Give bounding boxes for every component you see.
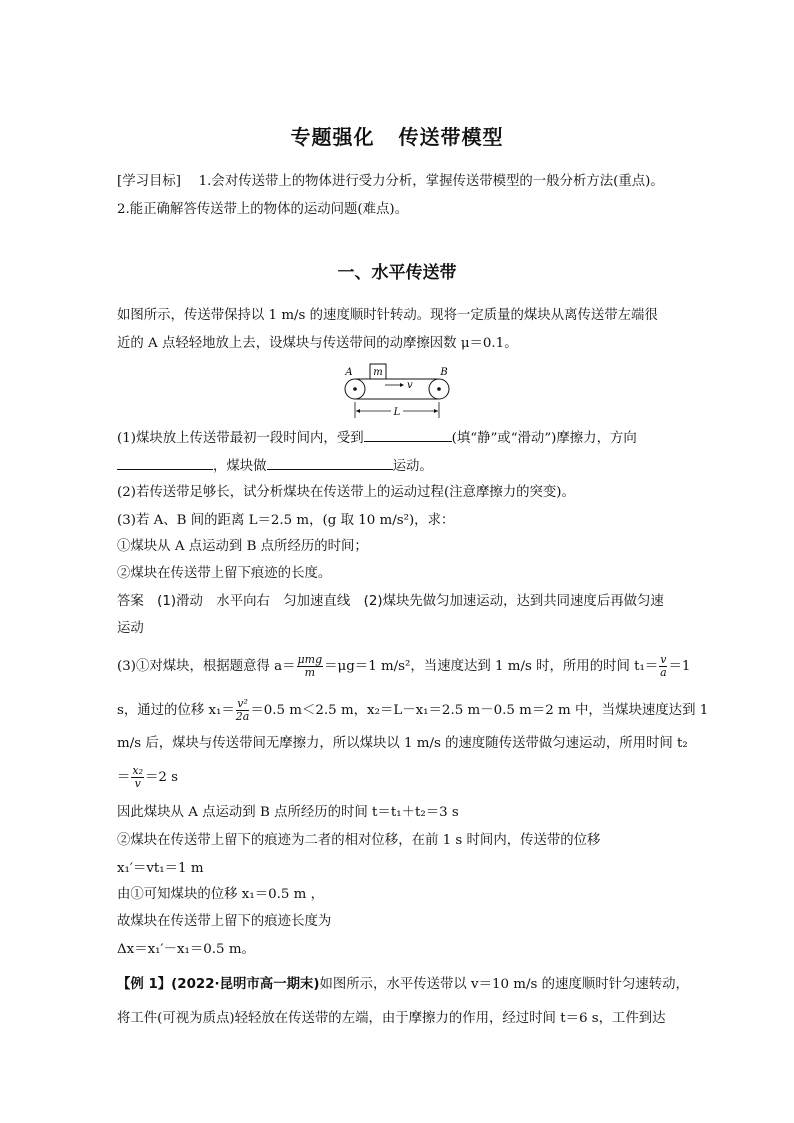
right-pulley-axle <box>437 387 441 391</box>
question-1-line1: (1)煤块放上传送带最初一段时间内，受到 (填“静”或“滑动”)摩擦力，方向 <box>117 428 682 448</box>
fraction-v2-over-2a: $\frac{\text{v²}}{2a}$ <box>235 697 250 723</box>
question-3-2: ②煤块在传送带上留下痕迹的长度。 <box>117 566 332 581</box>
left-pulley-axle <box>353 387 357 391</box>
fraction-mu-mg-over-m: $\frac{\text{μmg}}{m}$ <box>297 653 323 679</box>
answer-blank-motion[interactable] <box>267 456 393 470</box>
solution-line10: Δx＝x₁′－x₁＝0.5 m。 <box>117 942 255 957</box>
solution-line8: 由①可知煤块的位移 x₁＝0.5 m ， <box>117 887 324 902</box>
answer-blank-friction-type[interactable] <box>364 428 452 442</box>
example-source: (2022·昆明市高一期末) <box>171 977 320 992</box>
question-3: (3)若 A、B 间的距离 L＝2.5 m，(g 取 10 m/s²)，求： <box>117 513 455 528</box>
answer-blank-direction[interactable] <box>117 456 213 470</box>
section-heading: 一、水平传送带 <box>337 263 457 283</box>
block-label: m <box>373 367 383 378</box>
answer-line1: 答案 (1)滑动 水平向右 匀加速直线 (2)煤块先做匀加速运动，达到共同速度后再做匀速 <box>117 594 664 609</box>
page-title <box>0 121 794 150</box>
title-part2: 传送带模型 <box>398 125 504 149</box>
solution-line4: ＝ $\frac{\text{x₂}}{v}$ ＝2 s <box>117 764 179 790</box>
conveyor-belt-diagram <box>340 360 460 422</box>
problem-intro-line1: 如图所示，传送带保持以 1 m/s 的速度顺时针转动。现将一定质量的煤块从离传送带左端很 <box>117 308 658 323</box>
problem-intro-line2: 近的 A 点轻轻地放上去，设煤块与传送带间的动摩擦因数 μ＝0.1。 <box>117 336 518 351</box>
solution-line6: ②煤块在传送带上留下的痕迹为二者的相对位移，在前 1 s 时间内，传送带的位移 <box>117 833 601 848</box>
dim-arrow-right <box>434 409 438 413</box>
question-3-1: ①煤块从 A 点运动到 B 点所经历的时间； <box>117 539 368 554</box>
length-label: L <box>393 407 401 418</box>
example-1-line1: 【例 1】(2022·昆明市高一期末)如图所示，水平传送带以 v＝10 m/s 的速度顺时针匀速转动， <box>117 977 689 992</box>
solution-line5: 因此煤块从 A 点运动到 B 点所经历的时间 t＝t₁＋t₂＝3 s <box>117 805 459 820</box>
answer-line2: 运动 <box>117 621 144 636</box>
solution-line7: x₁′＝vt₁＝1 m <box>117 861 204 876</box>
solution-line1: (3)①对煤块，根据题意得 a＝ $\frac{\text{μmg}}{m}$ ＝μg＝1 m/s²，当速度达到 1 m/s 时，所用的时间 t₁＝ $\frac{v}{a}$ ＝1 <box>117 653 691 679</box>
question-1-line2: ，煤块做 运动。 <box>117 456 682 476</box>
solution-line3: m/s 后，煤块与传送带间无摩擦力，所以煤块以 1 m/s 的速度随传送带做匀速运动，所用时间 t₂ <box>117 736 688 751</box>
solution-line2: s，通过的位移 x₁＝ $\frac{\text{v²}}{2a}$ ＝0.5 m＜2.5 m，x₂＝L－x₁＝2.5 m－0.5 m＝2 m 中，当煤块速度达到 1 <box>117 697 709 723</box>
fraction-v-over-a: $\frac{v}{a}$ <box>660 653 667 679</box>
objectives-line2: 2.能正确解答传送带上的物体的运动问题(难点)。 <box>117 202 409 217</box>
example-1-line2: 将工件(可视为质点)轻轻放在传送带的左端，由于摩擦力的作用，经过时间 t＝6 s，工件到达 <box>117 1011 666 1026</box>
solution-line9: 故煤块在传送带上留下的痕迹长度为 <box>117 914 332 929</box>
velocity-arrow-head <box>400 383 404 387</box>
objectives-line1: [学习目标] 1.会对传送带上的物体进行受力分析，掌握传送带模型的一般分析方法(重点)。 <box>117 174 664 189</box>
question-2: (2)若传送带足够长，试分析煤块在传送带上的运动过程(注意摩擦力的突变)。 <box>117 485 575 500</box>
velocity-label: v <box>407 380 413 391</box>
point-a-label: A <box>345 367 353 378</box>
example-tag: 【例 1】 <box>117 977 172 992</box>
point-b-label: B <box>440 367 448 378</box>
fraction-x2-over-v: $\frac{\text{x₂}}{v}$ <box>132 764 144 790</box>
dim-arrow-left <box>356 409 360 413</box>
title-part1: 专题强化 <box>290 125 375 149</box>
